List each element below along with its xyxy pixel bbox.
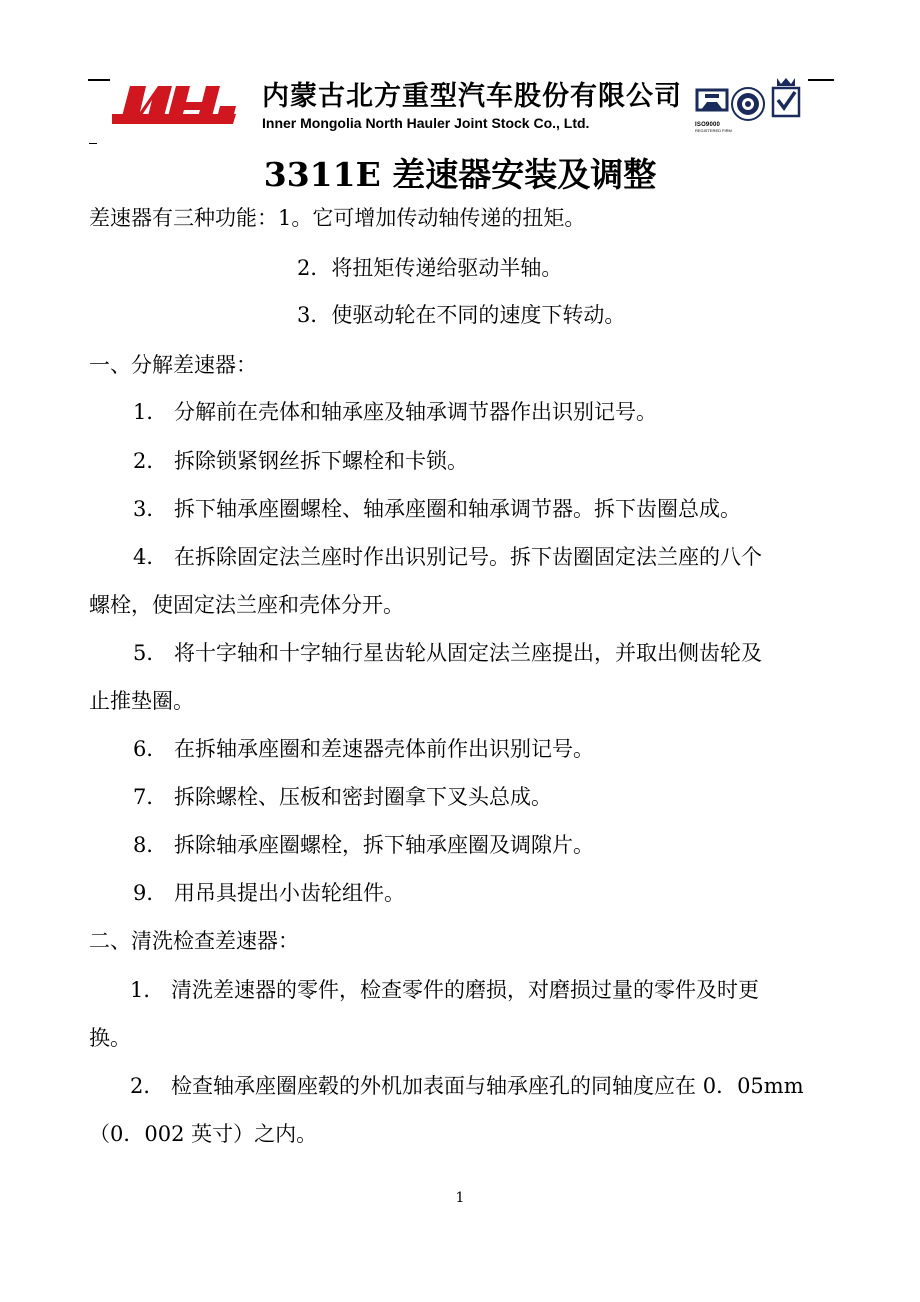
seal-icon xyxy=(730,86,766,132)
list-item: 9． 用吊具提出小齿轮组件。 xyxy=(133,881,406,905)
body-line: 3．使驱动轮在不同的速度下转动。 xyxy=(297,303,626,327)
list-item: 6． 在拆轴承座圈和差速器壳体前作出识别记号。 xyxy=(133,737,595,761)
list-item: 2． 拆除锁紧钢丝拆下螺栓和卡锁。 xyxy=(133,449,469,473)
nhl-logo-icon xyxy=(112,84,236,126)
page-number: 1 xyxy=(455,1190,465,1206)
header-rule-left xyxy=(88,79,110,81)
list-item-continuation: 止推垫圈。 xyxy=(89,689,194,713)
document-title: 3311E 差速器安装及调整 xyxy=(263,155,657,194)
header-mark xyxy=(89,143,97,144)
list-item-continuation: （0．002 英寸）之内。 xyxy=(89,1122,318,1146)
list-item: 8． 拆除轴承座圈螺栓，拆下轴承座圈及调隙片。 xyxy=(133,833,595,857)
section-heading: 一、分解差速器： xyxy=(89,353,257,377)
body-line: 差速器有三种功能：1。它可增加传动轴传递的扭矩。 xyxy=(89,206,586,230)
list-item-continuation: 螺栓，使固定法兰座和壳体分开。 xyxy=(89,593,404,617)
list-item: 4． 在拆除固定法兰座时作出识别记号。拆下齿圈固定法兰座的八个 xyxy=(133,545,763,569)
list-item: 7． 拆除螺栓、压板和密封圈拿下叉头总成。 xyxy=(133,785,553,809)
page-header xyxy=(0,0,920,150)
ukas-crown-icon xyxy=(767,76,805,124)
company-name-en: Inner Mongolia North Hauler Joint Stock Co., Ltd. xyxy=(262,115,590,131)
cert-caption: ISO9000 xyxy=(695,122,721,128)
list-item: 5． 将十字轴和十字轴行星齿轮从固定法兰座提出，并取出侧齿轮及 xyxy=(133,641,763,665)
list-item: 2． 检查轴承座圈座毂的外机加表面与轴承座孔的同轴度应在 0．05mm xyxy=(130,1074,804,1098)
header-rule-right xyxy=(808,79,834,81)
company-name-cn: 内蒙古北方重型汽车股份有限公司 xyxy=(262,81,682,112)
list-item-continuation: 换。 xyxy=(89,1026,131,1050)
cert-caption-small: REGISTERED FIRM xyxy=(695,128,732,133)
section-heading: 二、清洗检查差速器： xyxy=(89,929,299,953)
body-line: 2．将扭矩传递给驱动半轴。 xyxy=(297,256,563,280)
list-item: 3． 拆下轴承座圈螺栓、轴承座圈和轴承调节器。拆下齿圈总成。 xyxy=(133,497,742,521)
list-item: 1． 清洗差速器的零件，检查零件的磨损，对磨损过量的零件及时更 xyxy=(130,978,760,1002)
list-item: 1． 分解前在壳体和轴承座及轴承调节器作出识别记号。 xyxy=(133,400,658,424)
